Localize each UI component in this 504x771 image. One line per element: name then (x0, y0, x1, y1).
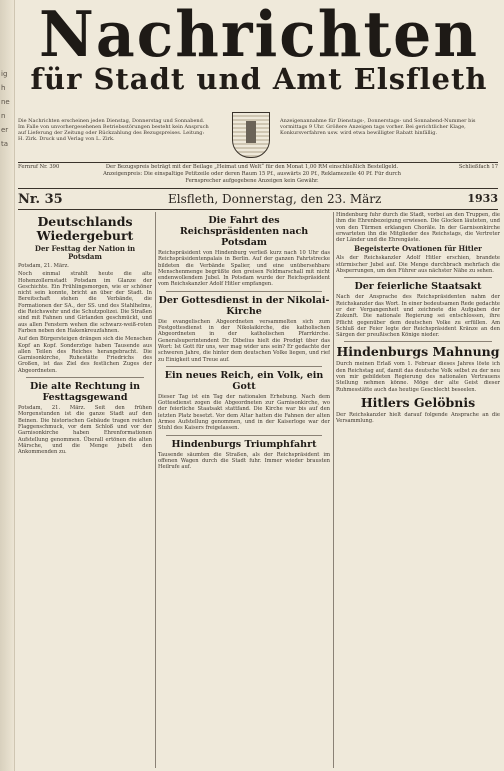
issue-year: 1933 (467, 192, 498, 205)
article-headline: Der Gottesdienst in der Nikolai-Kirche (158, 294, 330, 317)
divider (18, 209, 498, 210)
article-separator (166, 435, 322, 436)
article-paragraph: Dieser Tag ist ein Tag der nationalen Erhebung. Nach dem Gottesdienst zogen die Abgeordneten zur Garnisonkirche, wo der feierliche Staatsakt stattfand. Die Kirche war bis auf den letzten Platz besetzt. Vor dem Altar hatten die Fahnen der alten Armee Aufstellung genommen, und in der Kaiserloge war der Stuhl des Kaisers freigelassen. (158, 393, 330, 432)
article-paragraph: Durch meinen Erlaß vom 1. Februar dieses Jahres löste ich den Reichstag auf, damit das deutsche Volk selbst zu der neu von mir gebildeten Regierung des nationalen Vertrauens Stellung nehmen könne. Möge der alte Geist dieser Ruhmesstätte auch das heutige Geschlecht beseelen. (336, 361, 500, 393)
article-headline: Der feierliche Staatsakt (354, 281, 482, 293)
article-separator (166, 366, 322, 367)
article-paragraph: Auf den Bürgersteigen drängen sich die Menschen Kopf an Kopf. Sonderzüge haben Tausende aus allen Teilen des Reiches herangebracht. Die Garnisonkirche, Ruhestätte Friedrichs des Großen, ist das Ziel des festlichen Zuges der Abgeordneten. (18, 336, 152, 374)
article-headline: Hitlers Gelöbnis (360, 394, 476, 410)
article-paragraph: Potsdam, 21. März. Seit den frühen Morgenstunden ist die ganze Stadt auf den Beinen. Die historischen Gebäude tragen reichen Flaggenschmuck, vor dem Schloß und vor der Garnisonkirche haben Ehrenformationen Aufstellung genommen. Überall ertönen die alten Märsche, und die Menge jubelt den Ankommenden zu. (18, 405, 152, 456)
edge-fragment: ig (1, 70, 8, 78)
article-separator (344, 277, 492, 278)
publication-notice: Die Nachrichten erscheinen jeden Dienstag, Donnerstag und Sonnabend. Im Falle von unvorhergesehenen Betriebsstörungen besteht kein Anspruch auf Lieferung der Zeitung oder Rückzahlung des Bezugspreises. Leitung: H. Zirk. Druck und Verlag von L. Zirk. (18, 118, 209, 142)
article-headline: Die Fahrt des Reichspräsidenten nach Potsdam (179, 215, 309, 248)
edge-fragment: er (1, 126, 9, 134)
column-3 (336, 212, 500, 768)
article-headline: Deutschlands Wiedergeburt (36, 214, 134, 243)
article-headline: Hindenburgs Mahnung (336, 344, 500, 360)
article-headline: Die alte Rechtung in Festtagsgewand (29, 381, 140, 404)
column-divider (333, 212, 334, 768)
po-box: Schließfach 17 (458, 164, 498, 170)
newspaper-title: Nachrichten (39, 0, 479, 72)
article-paragraph: Hindenburg fuhr durch die Stadt, vorbei an den Truppen, die ihm die Ehrenbezeigung erwiesen. Die Glocken läuteten, und von den Türmen erklangen Choräle. In der Garnisonkirche erwarteten ihn die Mitglieder des Reichstags, die Vertreter der Länder und die Ehrengäste. (336, 212, 500, 244)
newspaper-subtitle: für Stadt und Amt Elsfleth (30, 62, 488, 96)
coat-of-arms-icon (232, 112, 270, 158)
article-paragraph: Als der Reichskanzler Adolf Hitler erschien, brandete stürmischer Jubel auf. Die Menge durchbrach mehrfach die Absperrungen, um den Führer aus nächster Nähe zu sehen. (336, 255, 500, 275)
article-paragraph: Nach der Ansprache des Reichspräsidenten nahm der Reichskanzler das Wort. In einer bedeutsamen Rede gedachte er der Vergangenheit und zeichnete die Aufgaben der Zukunft. Die nationale Regierung sei entschlossen, ihre Pflicht gegenüber dem deutschen Volke zu erfüllen. Am Schluß der Feier legte der Reichspräsident Kränze an den Särgen der preußischen Könige nieder. (336, 294, 500, 339)
article-separator (344, 341, 492, 342)
article-paragraph: Der Reichskanzler hielt darauf folgende Ansprache an die Versammlung. (336, 411, 500, 425)
article-separator (26, 377, 144, 378)
article-paragraph: Die evangelischen Abgeordneten versammelten sich zum Festgottesdienst in der Nikolaikirche, die katholischen Abgeordneten in der katholischen Pfarrkirche. Generalsuperintendent Dr. Dibelius hielt die Predigt über das Wort: Ist Gott für uns, wer mag wider uns sein? Er gedachte der schweren Jahre, die hinter dem deutschen Volke liegen, und rief zu Einigkeit und Treue auf. (158, 318, 330, 363)
article-headline: Ein neues Reich, ein Volk, ein Gott (164, 369, 324, 392)
edge-fragment: ta (1, 140, 9, 148)
column-1 (18, 212, 152, 768)
dateline (18, 192, 498, 208)
article-paragraph: Reichspräsident von Hindenburg verließ kurz nach 10 Uhr das Reichspräsidentenpalais in Berlin. Auf der ganzen Fahrtstrecke bildeten die Verbände Spalier, und eine unübersehbare Menschenmenge begrüßte den greisen Feldmarschall mit nicht endenwollendem Jubel. In Potsdam wurde der Reichspräsident vom Reichskanzler Adolf Hitler empfangen. (158, 250, 330, 288)
issue-number: Nr. 35 (18, 192, 63, 207)
issue-date: Elsfleth, Donnerstag, den 23. März (168, 192, 382, 206)
column-divider (155, 212, 156, 768)
phone-number: Fernruf Nr. 390 (18, 164, 60, 170)
publication-info (18, 118, 504, 162)
divider (18, 162, 498, 163)
column-2 (158, 212, 330, 768)
previous-page-edge (0, 0, 15, 771)
article-paragraph: Tausende säumten die Straßen, als der Reichspräsident im offenen Wagen durch die Stadt fuhr. Immer wieder brausten Heilrufe auf. (158, 451, 330, 471)
masthead (18, 0, 500, 96)
article-headline: Begeisterte Ovationen für Hitler (354, 244, 482, 254)
divider (18, 188, 498, 189)
edge-fragment: ne (1, 98, 10, 106)
article-separator (166, 291, 322, 292)
article-paragraph: Potsdam, 21. März. (18, 263, 69, 269)
article-headline: Der Festtag der Nation in Potsdam (34, 244, 136, 261)
article-columns (18, 212, 500, 768)
article-paragraph: Noch einmal strahlt heute die alte Hohenzollernstadt Potsdam im Glanze der Geschichte. Ein Frühlingsmorgen, wie er schöner nicht sein konnte, bricht an über der Stadt. In Bereitschaft stehen die Verbände, die Formationen der SA., der SS. und des Stahlhelms, die Reichswehr und die Schutzpolizei. Die Straßen sind mit Fahnen und Girlanden geschmückt, und aus allen Fenstern wehen die schwarz-weiß-roten Farben neben den Hakenkreuzfahnen. (18, 271, 152, 334)
article-headline: Hindenburgs Triumphfahrt (171, 438, 317, 450)
edge-fragment: h (1, 84, 6, 92)
edge-fragment: n (1, 112, 6, 120)
advertising-notice: Anzeigenannahme für Dienstags-, Donnerstags- und Sonnabend-Nummer bis vormittags 9 Uhr. Größere Anzeigen tags vorher. Bei gerichtlicher Klage, Konkursverfahren usw. wird etwa bewilligter Rabatt hinfällig. (280, 118, 476, 136)
price-info: Der Bezugspreis beträgt mit der Beilage „Heimat und Welt“ für den Monat 1,00 RM einschließlich Bestellgeld. Anzeigenpreis: Die einspaltige Petitzeile oder deren Raum 15 Pf., auswärts 20 Pf., Reklamezeile 40 Pf. Für durch Fernsprecher aufgegebene Anzeigen kein Gewähr. (103, 164, 401, 184)
